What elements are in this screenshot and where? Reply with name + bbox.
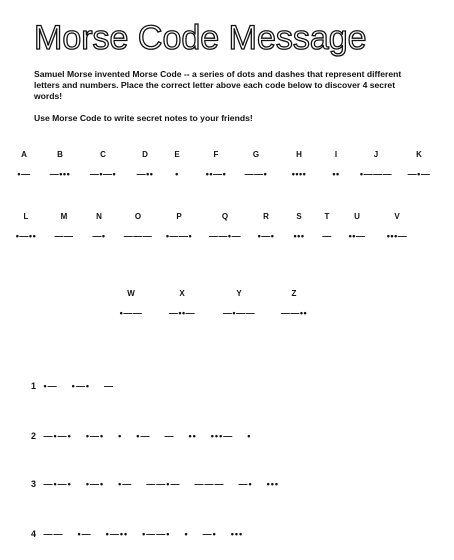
puzzle-code: •— [43, 381, 58, 391]
key-a [4, 150, 44, 179]
key-code: ••—• [205, 169, 227, 179]
key-letter: Q [221, 212, 229, 221]
secret-word-2 [31, 431, 265, 441]
puzzle-code: — [164, 431, 175, 441]
puzzle-code: —•—• [43, 431, 72, 441]
page-title-text: Morse Code Message [34, 19, 367, 57]
key-f [196, 150, 236, 179]
key-code: —••— [168, 308, 196, 318]
puzzle-code: —• [238, 479, 253, 489]
key-letter: U [354, 212, 360, 221]
key-code: ——• [244, 169, 268, 179]
key-code: —•—• [89, 169, 117, 179]
key-code: ——•— [208, 231, 242, 241]
key-code: •—— [119, 308, 143, 318]
puzzle-code: •— [77, 529, 92, 539]
puzzle-code: • [118, 431, 123, 441]
key-h [279, 150, 319, 179]
key-letter: L [23, 212, 29, 221]
key-code: •••— [386, 231, 408, 241]
key-letter: G [252, 150, 260, 159]
puzzle-code: ••• [230, 529, 244, 539]
key-letter: Z [291, 289, 297, 298]
key-code: —•• [136, 169, 154, 179]
key-letter: J [373, 150, 379, 159]
key-q [205, 212, 245, 241]
key-code: •——• [165, 231, 193, 241]
instructions [34, 69, 424, 135]
puzzle-code: ——•— [146, 479, 181, 489]
key-code: ——•• [280, 308, 308, 318]
key-code: —•— [407, 169, 431, 179]
key-code: •••• [291, 169, 307, 179]
key-letter: H [296, 150, 302, 159]
key-b [40, 150, 80, 179]
puzzle-code: •— [118, 479, 133, 489]
key-letter: K [416, 150, 422, 159]
key-y [219, 289, 259, 318]
key-letter: C [100, 150, 106, 159]
puzzle-code: • [184, 529, 189, 539]
puzzle-code: ••• [266, 479, 280, 489]
key-m [44, 212, 84, 241]
key-letter: R [263, 212, 269, 221]
puzzle-code: — [103, 381, 114, 391]
puzzle-code: •• [188, 431, 197, 441]
puzzle-code: •••— [210, 431, 234, 441]
key-letter: D [142, 150, 148, 159]
key-letter: O [134, 212, 142, 221]
key-letter: A [21, 150, 27, 159]
secret-word-1 [31, 381, 128, 391]
key-letter: P [176, 212, 182, 221]
key-code: •—•• [15, 231, 37, 241]
key-letter: F [213, 150, 219, 159]
key-w [111, 289, 151, 318]
puzzle-code: •—•• [105, 529, 129, 539]
key-letter: V [394, 212, 400, 221]
puzzle-number: 2 [31, 431, 37, 441]
key-c [83, 150, 123, 179]
puzzle-code: • [247, 431, 252, 441]
key-code: •——— [359, 169, 393, 179]
secret-word-4 [31, 529, 257, 539]
key-letter: I [334, 150, 338, 159]
key-letter: S [296, 212, 302, 221]
key-x [162, 289, 202, 318]
key-j [356, 150, 396, 179]
key-l [6, 212, 46, 241]
puzzle-number: 3 [31, 479, 37, 489]
puzzle-number: 4 [31, 529, 37, 539]
key-code: • [175, 169, 179, 179]
puzzle-code: ——— [194, 479, 225, 489]
puzzle-code: —•—• [43, 479, 72, 489]
key-letter: B [57, 150, 63, 159]
puzzle-code: •—• [85, 479, 105, 489]
puzzle-code: •——• [142, 529, 171, 539]
puzzle-code: •—• [85, 431, 105, 441]
puzzle-number: 1 [31, 381, 37, 391]
key-e [157, 150, 197, 179]
key-code: —• [92, 231, 106, 241]
instructions-paragraph-1: Samuel Morse invented Morse Code -- a series of dots and dashes that represent different letters and numbers. Place the correct letter above each code below to discover 4 secret words! [34, 69, 402, 101]
key-v [377, 212, 417, 241]
key-letter: M [60, 212, 68, 221]
page-title [34, 14, 414, 60]
key-code: •—• [257, 231, 275, 241]
key-code: —•—— [222, 308, 256, 318]
key-code: — [322, 231, 332, 241]
key-u [337, 212, 377, 241]
key-letter: X [179, 289, 185, 298]
key-i [316, 150, 356, 179]
key-letter: W [127, 289, 135, 298]
puzzle-code: •—• [71, 381, 90, 391]
key-g [236, 150, 276, 179]
key-code: ——— [123, 231, 153, 241]
key-p [159, 212, 199, 241]
puzzle-code: —• [202, 529, 217, 539]
key-o [118, 212, 158, 241]
key-k [399, 150, 439, 179]
key-code: ••• [293, 231, 305, 241]
key-z [274, 289, 314, 318]
key-letter: N [96, 212, 102, 221]
key-code: •• [332, 169, 340, 179]
key-code: —— [54, 231, 74, 241]
key-letter: T [324, 212, 330, 221]
instructions-paragraph-2: Use Morse Code to write secret notes to your friends! [34, 113, 253, 123]
key-letter: E [174, 150, 180, 159]
key-code: •— [17, 169, 31, 179]
key-n [79, 212, 119, 241]
puzzle-code: —— [43, 529, 64, 539]
key-code: —••• [49, 169, 71, 179]
puzzle-code: •— [136, 431, 151, 441]
key-code: ••— [348, 231, 366, 241]
secret-word-3 [31, 479, 293, 489]
key-letter: Y [236, 289, 242, 298]
